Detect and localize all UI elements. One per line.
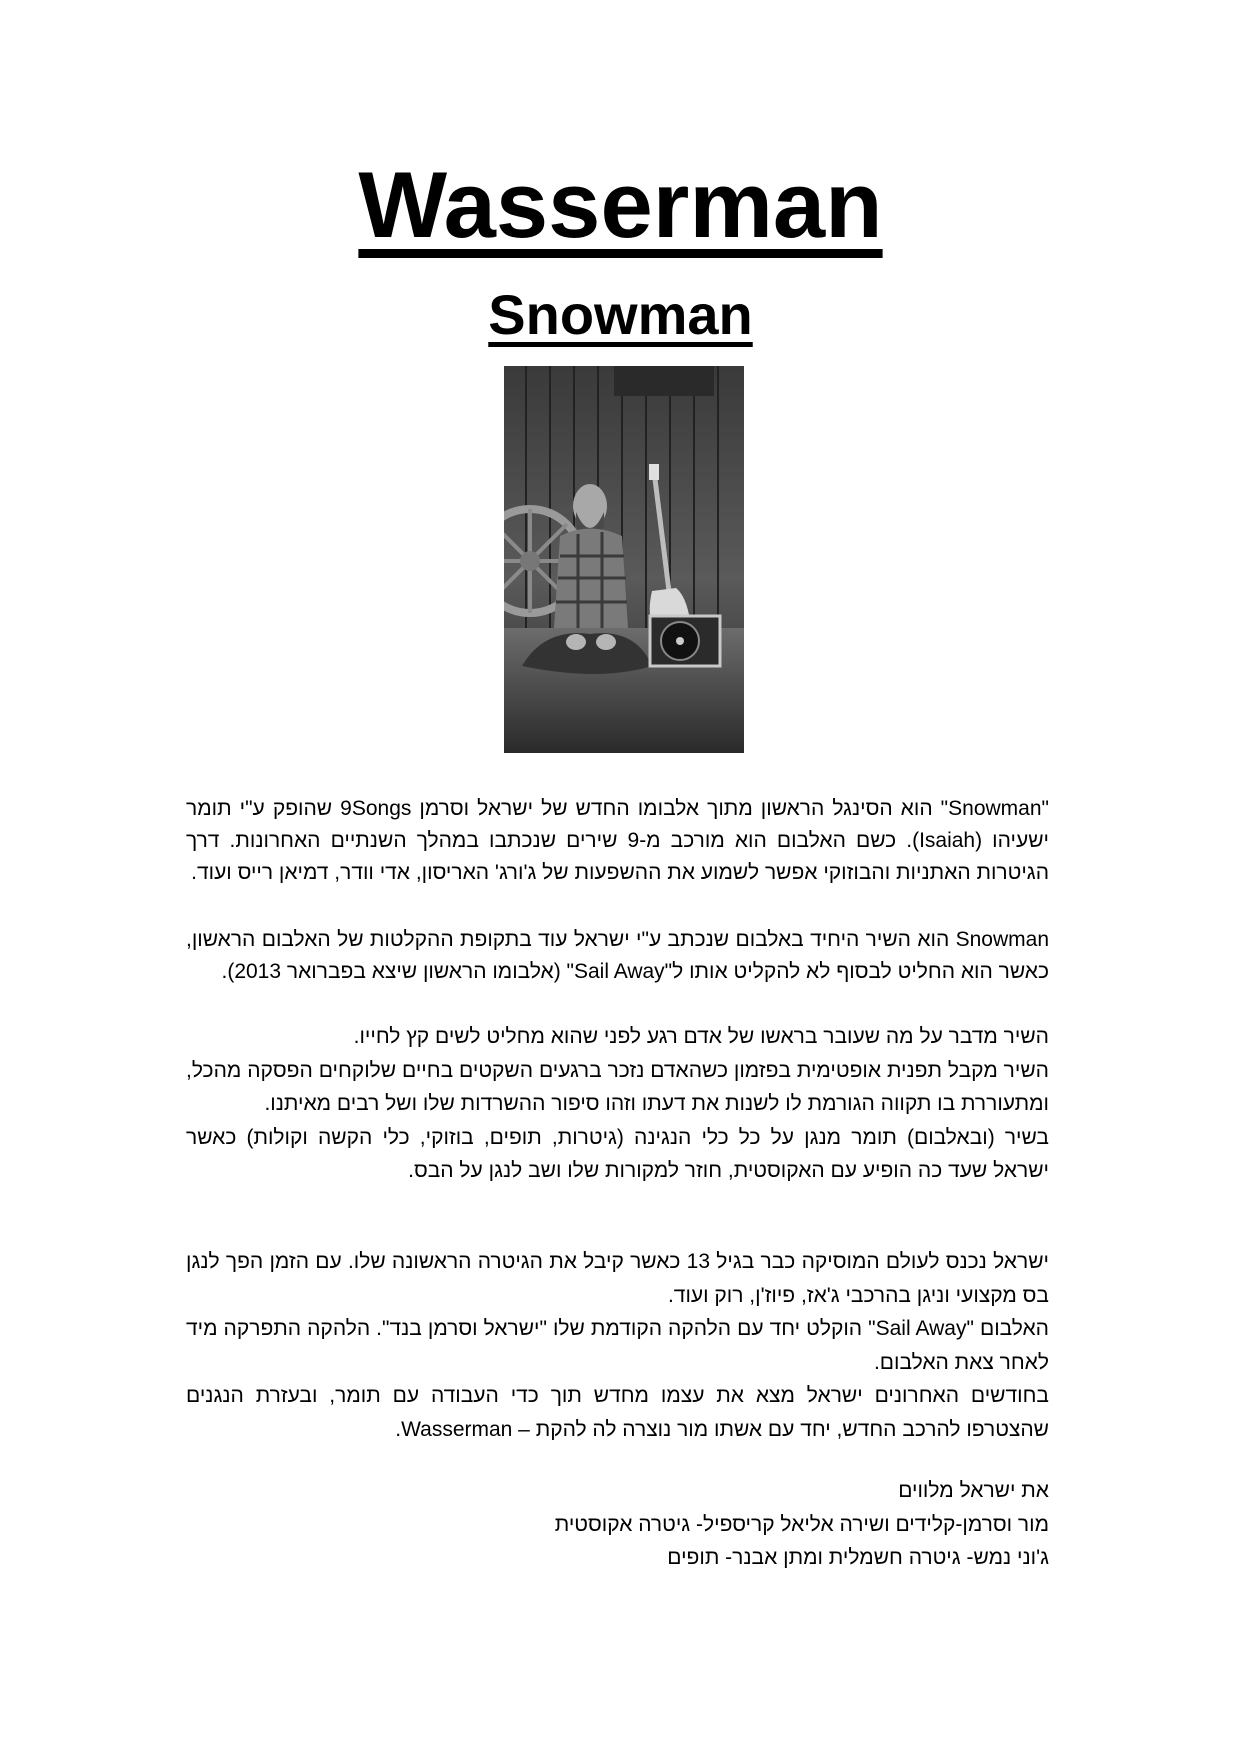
text-line: השיר מדבר על מה שעובר בראשו של אדם רגע לפני שהוא מחליט לשים קץ לחייו.: [353, 1025, 1049, 1048]
paragraph-snowman: Snowman הוא השיר היחיד באלבום שנכתב ע"י ישראל עוד בתקופת ההקלטות של האלבום הראשון, כאשר הוא החליט לבסוף לא להקליט אותו ל"Sail Away" (אלבומו הראשון שיצא בפברואר 2013).: [186, 928, 1049, 983]
paragraph-song-meaning: [186, 1020, 1049, 1188]
text-line: השיר מקבל תפנית אופטימית בפזמון כשהאדם נזכר ברגעים השקטים בחיים שלוקחים הפסקה מהכל, ומתעוררת בו תקווה הגורמת לו לשנות את דעתו וזהו סיפור ההשרדות שלו ושל רבים מאיתנו.: [186, 1058, 1049, 1115]
page-subtitle: Snowman: [488, 283, 753, 346]
text-line: בחודשים האחרונים ישראל מצא את עצמו מחדש תוך כדי העבודה עם תומר, ובעזרת הנגנים שהצטרפו להרכב החדש, יחד עם אשתו מור נוצרה לה להקת – Wasserman.: [186, 1384, 1049, 1441]
text-line: ישראל נכנס לעולם המוסיקה כבר בגיל 13 כאשר קיבל את הגיטרה הראשונה שלו. עם הזמן הפך לנגן בס מקצועי וניגן בהרכבי ג'אז, פיוז'ן, רוק ועוד.: [186, 1250, 1049, 1307]
text-line: האלבום "Sail Away" הוקלט יחד עם הלהקה הקודמת שלו "ישראל וסרמן בנד". הלהקה התפרקה מיד לאחר צאת האלבום.: [186, 1317, 1049, 1374]
paragraph-biography: [186, 1245, 1049, 1446]
page-title: Wasserman: [358, 152, 883, 257]
band-members: [186, 1474, 1049, 1575]
member-line: מור וסרמן-קלידים ושירה אליאל קריספיל- גיטרה אקוסטית: [554, 1512, 1049, 1536]
band-photo: [504, 366, 744, 753]
text-line: בשיר (ובאלבום) תומר מנגן על כל כלי הנגינה (גיטרות, תופים, בוזוקי, כלי הקשה וקולות) כאשר ישראל שעד כה הופיע עם האקוסטית, חוזר למקורות שלו ושב לנגן על הבס.: [186, 1125, 1049, 1182]
members-heading: את ישראל מלווים: [898, 1479, 1049, 1502]
member-line: ג'וני נמש- גיטרה חשמלית ומתן אבנר- תופים: [667, 1546, 1049, 1569]
paragraph-intro: "Snowman" הוא הסינגל הראשון מתוך אלבומו החדש של ישראל וסרמן 9Songs שהופק ע"י תומר ישעיהו (Isaiah). כשם האלבום הוא מורכב מ-9 שירים שנכתבו במהלך השנתיים האחרונות. דרך הגיטרות האתניות והבוזוקי אפשר לשמוע את ההשפעות של ג'ורג' האריסון, אדי וודר, דמיאן רייס ועוד.: [186, 797, 1049, 884]
